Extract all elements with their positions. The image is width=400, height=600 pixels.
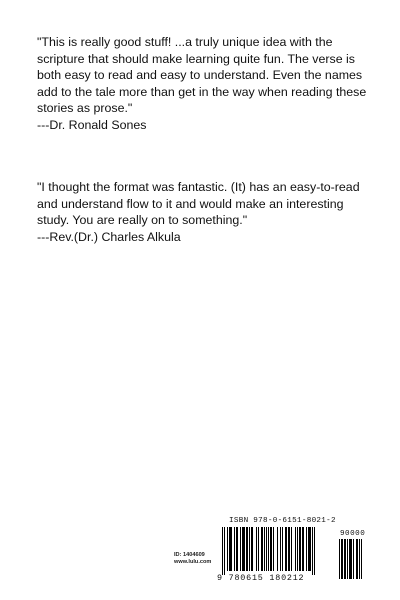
barcode-bar [299,527,301,571]
lulu-url: www.lulu.com [174,559,212,565]
lulu-id: ID: 1404609 [174,552,205,558]
barcode-bar [291,527,292,571]
barcode-bar [349,539,352,579]
barcode-bar [361,539,362,579]
barcode-bar [273,527,274,571]
barcode-bar [240,527,241,571]
barcode-bar [251,527,253,571]
ean-digits: 9 780615 180212 [217,573,305,583]
lulu-id-block [174,552,211,566]
barcode-bar [285,527,287,571]
quote-block-1 [37,34,372,134]
isbn-label: ISBN 978-0-6151-8021-2 [229,517,336,525]
barcode-bar [344,539,346,579]
barcode-bar [314,527,315,575]
quote-block-2 [37,179,372,245]
barcode-bar [295,527,296,571]
addon-digits: 90000 [340,530,366,538]
barcode-bar [227,527,228,571]
barcode-bar [347,539,348,579]
barcode-bar [258,527,259,571]
quote-text: "I thought the format was fantastic. (It) has an easy-to-read and understand flow to it and would make an interesting study. You are really on to something." [37,180,360,228]
barcode-bar [341,539,343,579]
barcode-bar [222,527,223,575]
barcode-bar [249,527,250,571]
barcode-bar [280,527,281,571]
quote-text: "This is really good stuff! ...a truly unique idea with the scripture that should make learning quite fun. The verse is both easy to read and easy to understand. Even the names add to the tale more than get in the way when reading these stories as prose." [37,35,367,116]
barcode-bar [359,539,360,579]
barcode-bar [297,527,298,571]
barcode-bar [266,527,267,571]
barcode-bar [261,527,263,571]
barcode-bar [268,527,269,571]
barcode-bar [282,527,283,571]
barcode-bar [356,539,358,579]
barcode-bar [234,527,235,571]
barcode-bar [308,527,311,571]
barcode-bar [264,527,265,571]
quote-author: ---Rev.(Dr.) Charles Alkula [37,229,181,244]
barcode-bar [229,527,232,571]
barcode-bar [288,527,290,571]
barcode-bar [339,539,340,579]
barcode-bar [306,527,307,571]
barcode-bar [256,527,257,571]
barcode-bar [270,527,272,571]
quote-author: ---Dr. Ronald Sones [37,117,147,132]
barcode-bar [277,527,278,571]
ean-barcode [220,527,336,575]
barcode-bar [302,527,304,571]
addon-barcode [337,539,365,581]
barcode-bar [353,539,354,579]
barcode-bar [236,527,238,571]
barcode-bar [224,527,225,575]
barcode-bar [246,527,248,571]
barcode-bar [242,527,245,571]
barcode-bar [312,527,313,575]
